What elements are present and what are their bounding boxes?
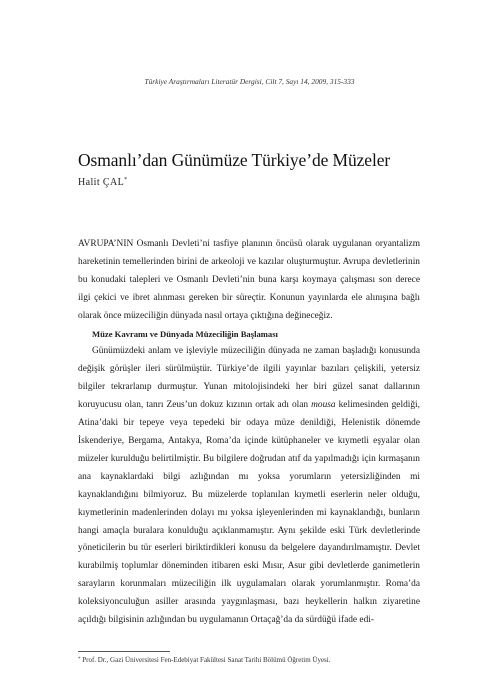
section-heading: Müze Kavramı ve Dünyada Müzeciliğin Başlaması xyxy=(92,328,278,339)
author-line xyxy=(78,177,128,188)
article-title: Osmanlı’dan Günümüze Türkiye’de Müzeler xyxy=(78,150,391,170)
section-paragraph xyxy=(78,343,420,630)
section-paragraph-text-b: kelimesinden geldiği, Atina’daki bir tepeye veya tepedeki bir odaya müze denildiği, Helenistik dönemde İskenderiye, Bergama, Antakya, Roma’da içinde kütüphaneler ve kıymetli eşyalar olan müzeler kurulduğu belirtilmiştir. Bu bilgilere doğrudan atıf da yapılmadığı için kırmaşanın ana kaynaklardaki bilgi azlığından mı yoksa yorumların yetersizliğinden mi kaynaklandığını bilmiyoruz. Bu müzelerde toplanılan kıymetli eserlerin neler olduğu, kıymetlerinin madenlerinden dolayı mı yoksa işleyenlerinden mi kaynaklandığı, bunların hangi amaçla buralara konulduğu açıklanmamıştır. Aynı şekilde eski Türk devletlerinde yöneticilerin bu tür eserleri biriktirdikleri konusu da belgelere dayandırılmamıştır. Devlet kurabilmiş toplumlar döneminden itibaren eski Mısır, Asur gibi devletlerde ganimetlerin sarayların korunmaları müzeciliğin ilk uygulamaları olarak yorumlanmıştır. Roma’da koleksiyonculuğun asiller arasında yaygınlaşması, bazı heykellerin halkın ziyaretine açıldığı bilgisinin azlığından bu uygulamanın Ortaçağ’da da sürdüğü ifade edi- xyxy=(78,400,420,626)
intro-paragraph: AVRUPA’NIN Osmanlı Devleti’ni tasfiye planının öncüsü olarak uygulanan oryantalizm hareketinin temellerinden birini de arkeoloji ve kazılar oluşturmuştur. Avrupa devletlerinin bu konudaki talepleri ve Osmanlı Devleti’nin buna karşı koymaya çalışması son derece ilgi çekici ve ibret alınması gereken bir süreçtir. Konunun yayınlarda ele alınışına bağlı olarak önce müzeciliğin dünyada nasıl ortaya çıktığına değineceğiz. xyxy=(78,239,420,321)
italic-term: mousa xyxy=(311,400,336,411)
article-body xyxy=(78,236,420,630)
footnote-text: Prof. Dr., Gazi Üniversitesi Fen-Edebiyat Fakültesi Sanat Tarihi Bölümü Öğretim Üyesi. xyxy=(82,656,331,664)
journal-citation: Türkiye Araştırmaları Literatür Dergisi, Cilt 7, Sayı 14, 2009, 315-333 xyxy=(144,77,355,86)
footnote-rule xyxy=(78,651,170,652)
footnote xyxy=(78,656,423,664)
footnote-mark: * xyxy=(78,657,81,662)
section-paragraph-text-a: Günümüzdeki anlam ve işleviyle müzeciliğin dünyada ne zaman başladığı konusunda değişik görüşler ileri sürülmüştür. Türkiye’de ilgili yayınlar bazıları çelişkili, yetersiz bilgiler tekrarlanıp durmuştur. Yunan mitolojisindeki her biri güzel sanat dallarının koruyucusu olan, tanrı Zeus’un dokuz kızının ortak adı olan xyxy=(78,346,420,411)
author-name: Halit ÇAL xyxy=(78,177,125,188)
author-footnote-mark: * xyxy=(124,177,128,183)
